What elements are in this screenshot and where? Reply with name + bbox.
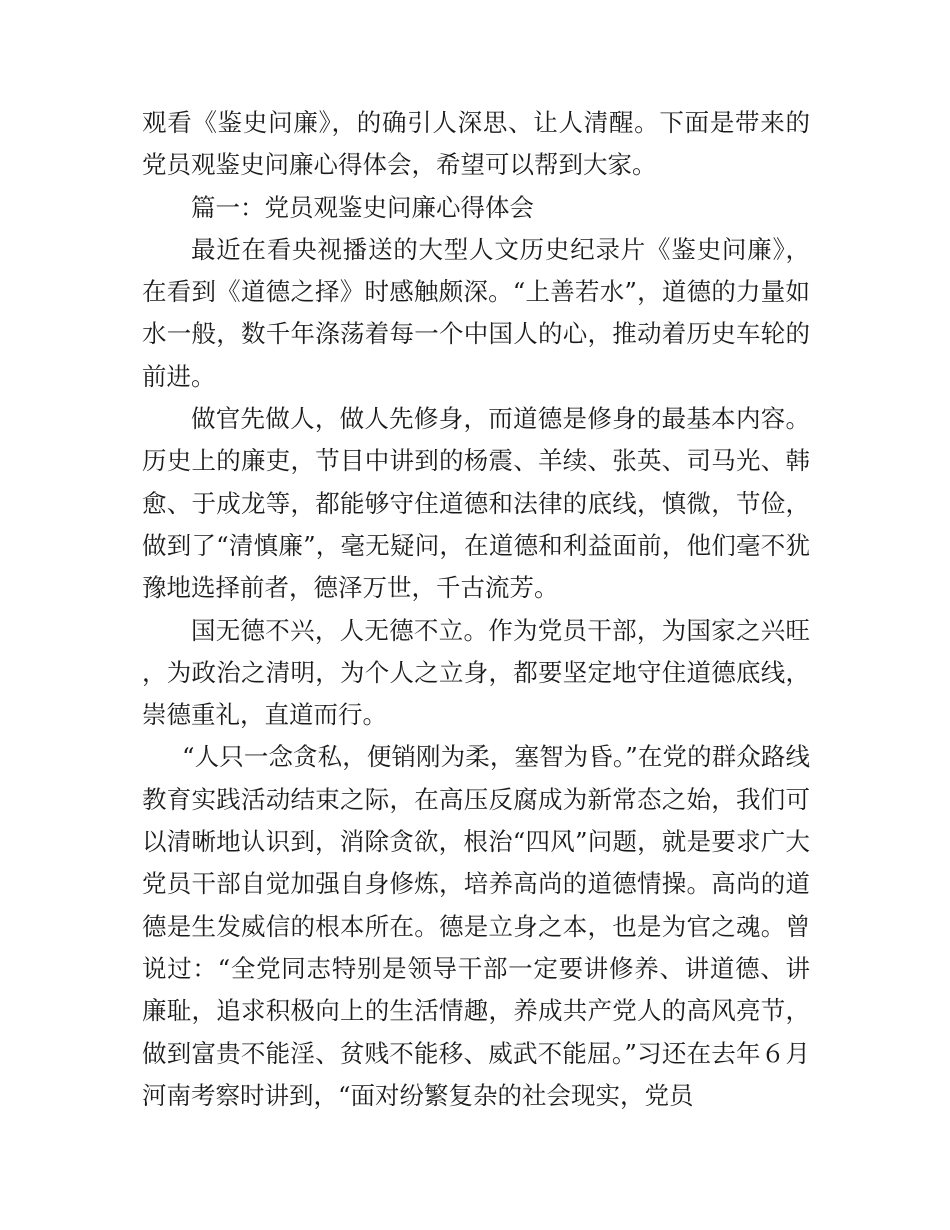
body-paragraph: 国无德不兴，人无德不立。作为党员干部，为国家之兴旺，为政治之清明，为个人之立身，都要坚定地守住道德底线，崇德重礼，直道而行。 xyxy=(142,615,810,730)
section-heading: 篇一：党员观鉴史问廉心得体会 xyxy=(191,192,534,222)
document-body xyxy=(142,102,810,1117)
intro-paragraph: 观看《鉴史问廉》，的确引人深思、让人清醒。下面是带来的党员观鉴史问廉心得体会，希望可以帮到大家。 xyxy=(142,108,810,180)
body-paragraph: 最近在看央视播送的大型人文历史纪录片《鉴史问廉》，在看到《道德之择》时感触颇深。“上善若水”，道德的力量如水一般，数千年涤荡着每一个中国人的心，推动着历史车轮的前进。 xyxy=(142,234,810,391)
body-paragraph: 做官先做人，做人先修身，而道德是修身的最基本内容。历史上的廉吏，节目中讲到的杨震、羊续、张英、司马光、韩愈、于成龙等，都能够守住道德和法律的底线，慎微，节俭，做到了“清慎廉”，毫无疑问，在道德和利益面前，他们毫不犹豫地选择前者，德泽万世，千古流芳。 xyxy=(142,404,810,603)
body-paragraph: “人只一念贪私，便销刚为柔，塞智为昏。”在党的群众路线教育实践活动结束之际，在高压反腐成为新常态之始，我们可以清晰地认识到，消除贪欲，根治“四风”问题，就是要求广大党员干部自觉加强自身修炼，培养高尚的道德情操。高尚的道德是生发威信的根本所在。德是立身之本，也是为官之魂。曾说过：“全党同志特别是领导干部一定要讲修养、讲道德、讲廉耻，追求积极向上的生活情趣，养成共产党人的高风亮节，做到富贵不能淫、贫贱不能移、威武不能屈。”习还在去年６月河南考察时讲到，“面对纷繁复杂的社会现实，党员 xyxy=(142,742,810,1110)
